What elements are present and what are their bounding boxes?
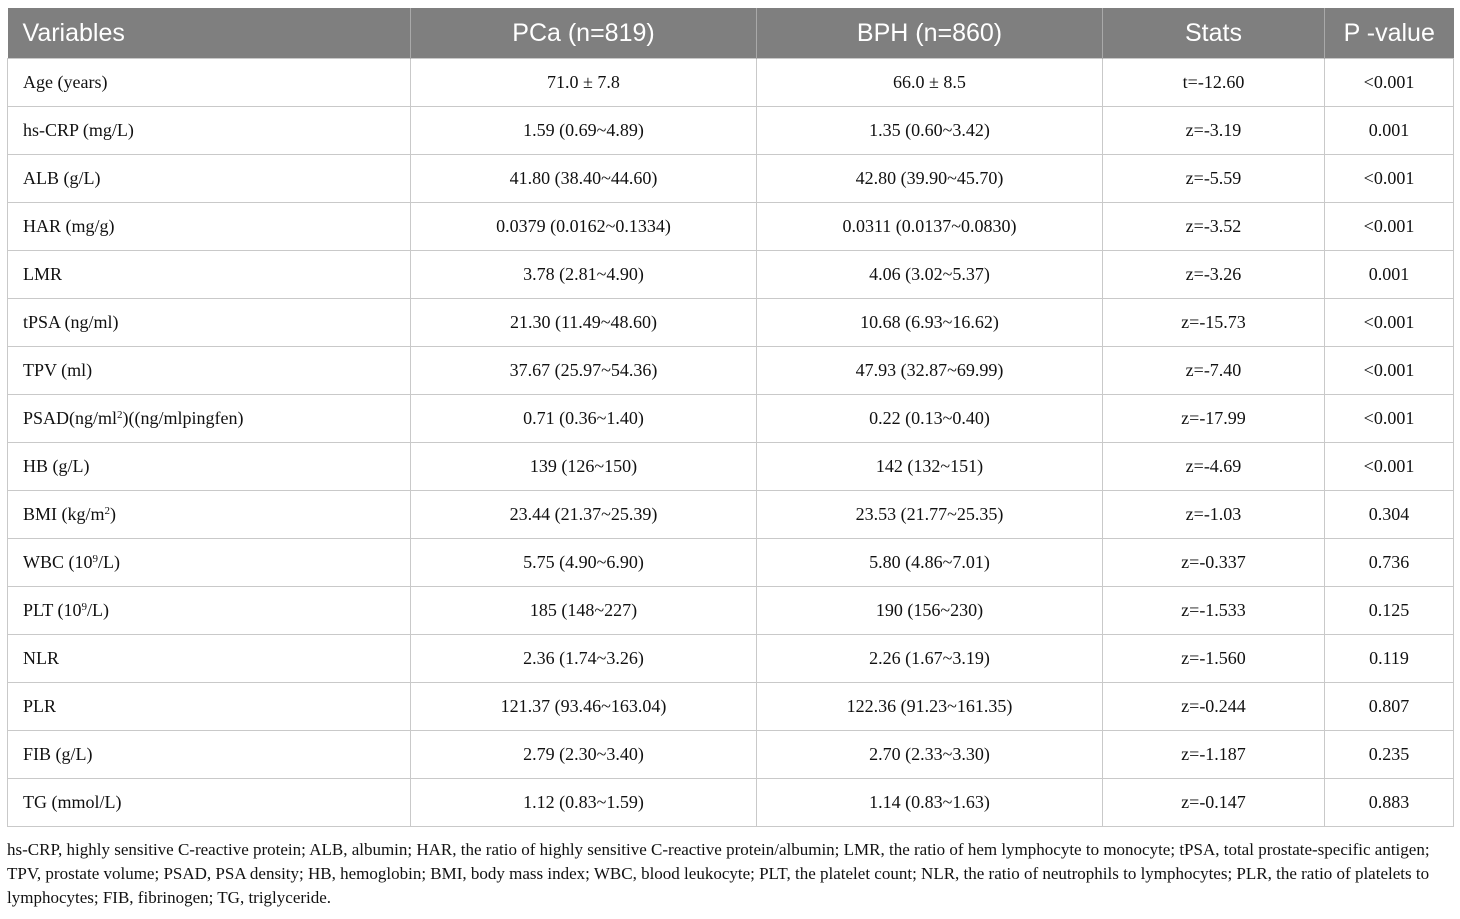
- cell-stats: z=-1.560: [1103, 635, 1325, 683]
- cell-p-value: 0.304: [1325, 491, 1454, 539]
- cell-variable: [8, 299, 411, 347]
- cell-pca: 0.71 (0.36~1.40): [411, 395, 757, 443]
- cell-pca: 5.75 (4.90~6.90): [411, 539, 757, 587]
- cell-bph: 122.36 (91.23~161.35): [757, 683, 1103, 731]
- variable-name: FIB (g/L): [23, 744, 93, 764]
- cell-pca: 23.44 (21.37~25.39): [411, 491, 757, 539]
- cell-p-value: <0.001: [1325, 59, 1454, 107]
- header-variables: Variables: [8, 8, 411, 59]
- variable-name: PLR: [23, 696, 57, 716]
- table-header-row: [8, 8, 1454, 59]
- header-bph: BPH (n=860): [757, 8, 1103, 59]
- cell-variable: [8, 347, 411, 395]
- cell-bph: 1.35 (0.60~3.42): [757, 107, 1103, 155]
- table-row: [8, 203, 1454, 251]
- cell-stats: t=-12.60: [1103, 59, 1325, 107]
- cell-pca: 1.59 (0.69~4.89): [411, 107, 757, 155]
- table-row: [8, 491, 1454, 539]
- table-row: [8, 779, 1454, 827]
- variable-name: ALB (g/L): [23, 168, 101, 188]
- variable-superscript: 9: [81, 601, 88, 613]
- table-row: [8, 587, 1454, 635]
- table-row: [8, 443, 1454, 491]
- table-footnote: hs-CRP, highly sensitive C-reactive protein; ALB, albumin; HAR, the ratio of highly sensitive C-reactive protein/albumin; LMR, the ratio of hem lymphocyte to monocyte; tPSA, total prostate-specific antigen; TPV, prostate volume; PSAD, PSA density; HB, hemoglobin; BMI, body mass index; WBC, blood leukocyte; PLT, the platelet count; NLR, the ratio of neutrophils to lymphocytes; PLR, the ratio of platelets to lymphocytes; FIB, fibrinogen; TG, triglyceride.: [7, 840, 1430, 907]
- cell-pca: 185 (148~227): [411, 587, 757, 635]
- cell-p-value: 0.119: [1325, 635, 1454, 683]
- cell-bph: 42.80 (39.90~45.70): [757, 155, 1103, 203]
- table-row: [8, 635, 1454, 683]
- cell-p-value: 0.125: [1325, 587, 1454, 635]
- cell-variable: [8, 731, 411, 779]
- variable-superscript: 2: [104, 505, 111, 517]
- cell-bph: 66.0 ± 8.5: [757, 59, 1103, 107]
- variable-unit-suffix: ): [110, 504, 117, 524]
- cell-stats: z=-0.244: [1103, 683, 1325, 731]
- cell-pca: 0.0379 (0.0162~0.1334): [411, 203, 757, 251]
- variable-name: LMR: [23, 264, 63, 284]
- cell-p-value: 0.001: [1325, 251, 1454, 299]
- cell-stats: z=-1.187: [1103, 731, 1325, 779]
- cell-bph: 23.53 (21.77~25.35): [757, 491, 1103, 539]
- cell-bph: 0.0311 (0.0137~0.0830): [757, 203, 1103, 251]
- cell-pca: 121.37 (93.46~163.04): [411, 683, 757, 731]
- table-row: [8, 347, 1454, 395]
- cell-pca: 71.0 ± 7.8: [411, 59, 757, 107]
- cell-variable: [8, 587, 411, 635]
- table-row: [8, 395, 1454, 443]
- cell-pca: 41.80 (38.40~44.60): [411, 155, 757, 203]
- variable-name: hs-CRP (mg/L): [23, 120, 134, 140]
- table-row: [8, 59, 1454, 107]
- variable-name: HAR (mg/g): [23, 216, 115, 236]
- variable-name: WBC (10: [23, 552, 93, 572]
- cell-p-value: <0.001: [1325, 395, 1454, 443]
- variable-unit-suffix: /L): [98, 552, 120, 572]
- cell-variable: [8, 107, 411, 155]
- variable-name: HB (g/L): [23, 456, 90, 476]
- cell-pca: 37.67 (25.97~54.36): [411, 347, 757, 395]
- cell-pca: 21.30 (11.49~48.60): [411, 299, 757, 347]
- cell-variable: [8, 251, 411, 299]
- variable-superscript: 2: [117, 409, 123, 421]
- header-p-value: P -value: [1325, 8, 1454, 59]
- cell-variable: [8, 203, 411, 251]
- cell-stats: z=-7.40: [1103, 347, 1325, 395]
- cell-p-value: 0.883: [1325, 779, 1454, 827]
- cell-bph: 5.80 (4.86~7.01): [757, 539, 1103, 587]
- cell-stats: z=-5.59: [1103, 155, 1325, 203]
- cell-stats: z=-0.147: [1103, 779, 1325, 827]
- cell-stats: z=-3.26: [1103, 251, 1325, 299]
- table-row: [8, 683, 1454, 731]
- cell-variable: [8, 779, 411, 827]
- cell-p-value: <0.001: [1325, 347, 1454, 395]
- cell-pca: 139 (126~150): [411, 443, 757, 491]
- cell-pca: 2.36 (1.74~3.26): [411, 635, 757, 683]
- data-table: [7, 8, 1454, 827]
- cell-variable: [8, 443, 411, 491]
- cell-variable: [8, 539, 411, 587]
- cell-p-value: 0.807: [1325, 683, 1454, 731]
- cell-variable: [8, 155, 411, 203]
- cell-stats: z=-0.337: [1103, 539, 1325, 587]
- variable-name: tPSA (ng/ml): [23, 312, 119, 332]
- cell-variable: [8, 395, 411, 443]
- variable-superscript: 9: [92, 553, 98, 565]
- cell-variable: [8, 635, 411, 683]
- cell-bph: 142 (132~151): [757, 443, 1103, 491]
- variable-unit-suffix: /L): [87, 600, 110, 620]
- cell-stats: z=-4.69: [1103, 443, 1325, 491]
- variable-name: PLT (10: [23, 600, 82, 620]
- cell-p-value: <0.001: [1325, 203, 1454, 251]
- cell-stats: z=-1.03: [1103, 491, 1325, 539]
- cell-p-value: 0.235: [1325, 731, 1454, 779]
- table-body: [8, 59, 1454, 827]
- table-row: [8, 299, 1454, 347]
- header-stats: Stats: [1103, 8, 1325, 59]
- table-row: [8, 107, 1454, 155]
- cell-stats: z=-17.99: [1103, 395, 1325, 443]
- cell-stats: z=-3.19: [1103, 107, 1325, 155]
- cell-bph: 2.70 (2.33~3.30): [757, 731, 1103, 779]
- cell-bph: 10.68 (6.93~16.62): [757, 299, 1103, 347]
- cell-variable: [8, 59, 411, 107]
- cell-bph: 0.22 (0.13~0.40): [757, 395, 1103, 443]
- cell-pca: 1.12 (0.83~1.59): [411, 779, 757, 827]
- cell-variable: [8, 683, 411, 731]
- variable-name: TPV (ml): [23, 360, 93, 380]
- cell-p-value: <0.001: [1325, 299, 1454, 347]
- variable-name: NLR: [23, 648, 59, 668]
- cell-bph: 2.26 (1.67~3.19): [757, 635, 1103, 683]
- cell-pca: 3.78 (2.81~4.90): [411, 251, 757, 299]
- table-row: [8, 155, 1454, 203]
- variable-name: BMI (kg/m: [23, 504, 105, 524]
- cell-stats: z=-3.52: [1103, 203, 1325, 251]
- table-row: [8, 539, 1454, 587]
- cell-bph: 47.93 (32.87~69.99): [757, 347, 1103, 395]
- table-row: [8, 731, 1454, 779]
- cell-p-value: 0.001: [1325, 107, 1454, 155]
- cell-stats: z=-1.533: [1103, 587, 1325, 635]
- cell-p-value: 0.736: [1325, 539, 1454, 587]
- variable-name: TG (mmol/L): [23, 792, 122, 812]
- cell-variable: [8, 491, 411, 539]
- variable-unit-suffix: )((ng/mlpingfen): [122, 408, 244, 428]
- cell-p-value: <0.001: [1325, 155, 1454, 203]
- cell-bph: 1.14 (0.83~1.63): [757, 779, 1103, 827]
- data-table-container: [7, 8, 1453, 827]
- header-pca: PCa (n=819): [411, 8, 757, 59]
- cell-bph: 190 (156~230): [757, 587, 1103, 635]
- variable-name: Age (years): [23, 72, 108, 92]
- cell-bph: 4.06 (3.02~5.37): [757, 251, 1103, 299]
- cell-stats: z=-15.73: [1103, 299, 1325, 347]
- cell-pca: 2.79 (2.30~3.40): [411, 731, 757, 779]
- variable-name: PSAD(ng/ml: [23, 408, 118, 428]
- cell-p-value: <0.001: [1325, 443, 1454, 491]
- table-row: [8, 251, 1454, 299]
